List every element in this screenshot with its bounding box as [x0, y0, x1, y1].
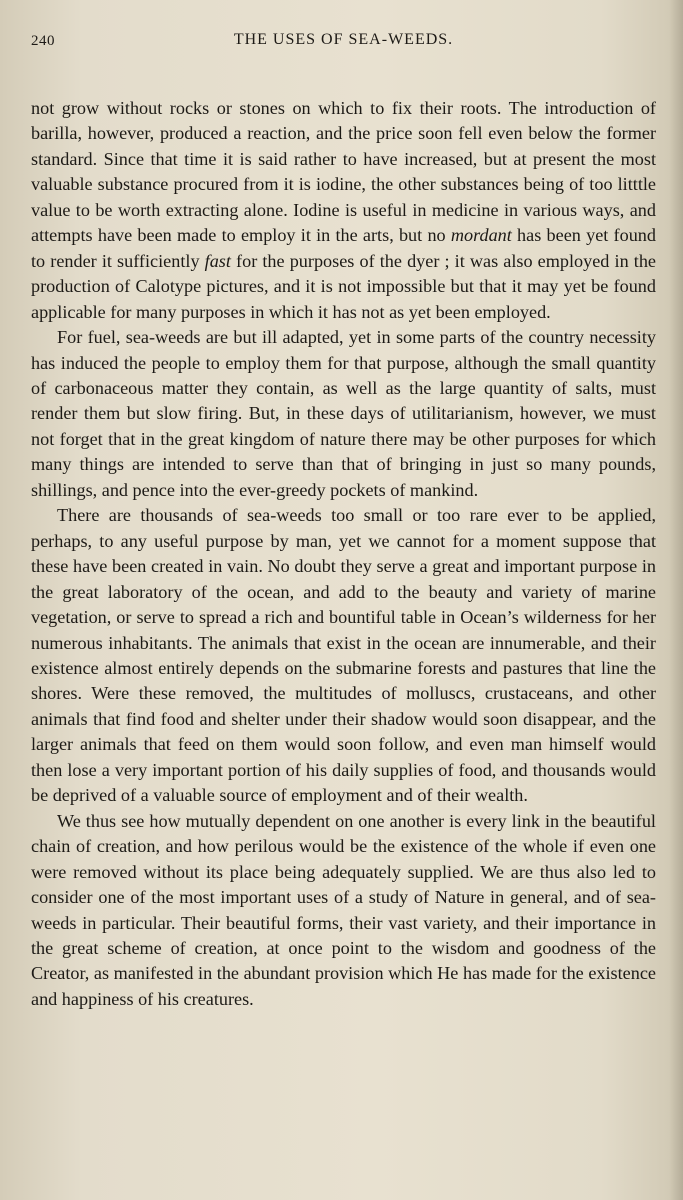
- text-segment: not grow without rocks or stones on which to fix their roots. The introduction of barilla, however, produced a reaction, and the price soon fell even below the former standard. Since that time it is said rather to have increased, but at present the most valuable substance procured from it is iodine, the other substances being of too litttle value to be worth extracting alone. Iodine is useful in medicine in various ways, and attempts have been made to employ it in the arts, but no: [31, 98, 656, 246]
- italic-term-mordant: mordant: [450, 225, 512, 246]
- body-text: [31, 96, 656, 1012]
- text-segment: for the purposes of the dyer ; it was also employed in the production of Calotype pictures, and it is not impossible but that it may yet be found applicable for many purposes in which it has not as yet been employed.: [31, 250, 656, 322]
- paragraph-fuel: [31, 325, 656, 503]
- paragraph-continued: [31, 96, 656, 325]
- running-head: [31, 28, 656, 54]
- text-segment: We thus see how mutually dependent on one another is every link in the beautiful chain of creation, and how perilous would be the existence of the whole if even one were removed without its place being adequately supplied. We are thus also led to consider one of the most important uses of a study of Nature in general, and of sea-weeds in particular. Their beautiful forms, their vast variety, and their importance in the great scheme of creation, at once point to the wisdom and goodness of the Creator, as manifested in the abundant provision which He has made for the existence and happiness of his creatures.: [31, 810, 656, 1009]
- text-segment: has been yet found to render it sufficiently: [31, 225, 656, 271]
- running-title: THE USES OF SEA-WEEDS.: [233, 31, 454, 48]
- text-segment: For fuel, sea-weeds are but ill adapted, yet in some parts of the country necessity has induced the people to employ them for that purpose, although the small quantity of carbonaceous matter they contain, as well as the large quantity of salts, must render them but slow firing. But, in these days of utilitarianism, however, we must not forget that in the great kingdom of nature there may be other purposes for which many things are intended to serve than that of bringing in just so many pounds, shillings, and pence into the ever-greedy pockets of mankind.: [31, 327, 656, 500]
- page-number: 240: [31, 33, 55, 49]
- italic-term-fast: fast: [204, 250, 231, 271]
- text-segment: There are thousands of sea-weeds too small or too rare ever to be applied, perhaps, to any useful purpose by man, yet we cannot for a moment suppose that these have been created in vain. No doubt they serve a great and important purpose in the great laboratory of the ocean, and add to the beauty and variety of marine vegetation, or serve to spread a rich and bountiful table in Ocean’s wilderness for her numerous inhabitants. The animals that exist in the ocean are innumerable, and their existence almost entirely depends on the submarine forests and pastures that line the shores. Were these removed, the multitudes of molluscs, crustaceans, and other animals that find food and shelter under their shadow would soon disappear, and the larger animals that feed on them would soon follow, and even man himself would then lose a very important portion of his daily supplies of food, and thousands would be deprived of a valuable source of employment and of their wealth.: [31, 505, 656, 806]
- paragraph-small-seaweeds: [31, 503, 656, 808]
- paragraph-chain-of-creation: [31, 809, 656, 1013]
